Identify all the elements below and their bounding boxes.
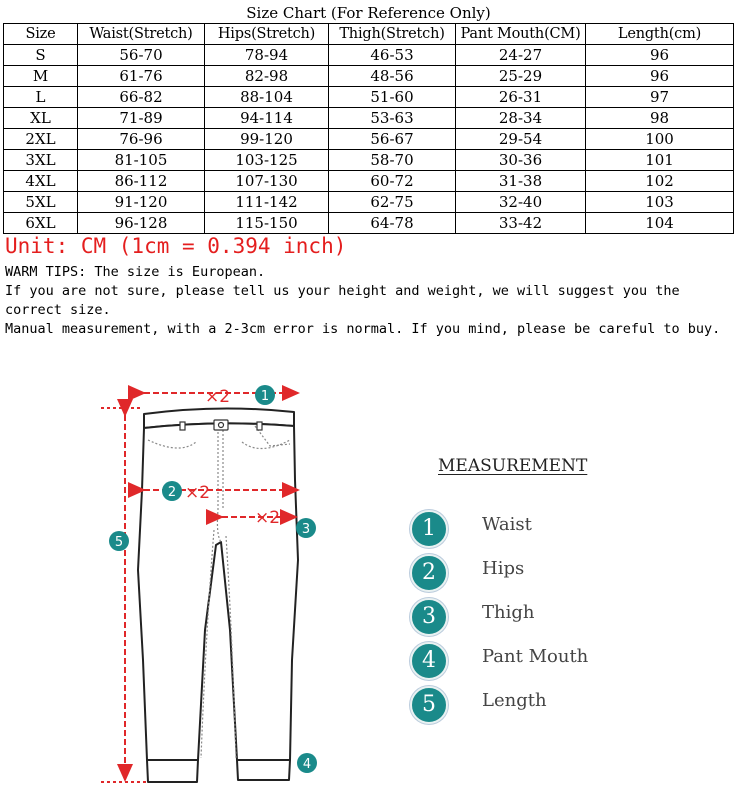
legend-item-pant-mouth [410, 642, 640, 682]
table-cell: L [4, 87, 78, 108]
table-cell: 97 [586, 87, 734, 108]
table-cell: 29-54 [456, 129, 586, 150]
table-cell: 30-36 [456, 150, 586, 171]
table-cell: 6XL [4, 213, 78, 234]
table-cell: 91-120 [78, 192, 205, 213]
table-cell: 48-56 [329, 66, 456, 87]
header-size: Size [4, 24, 78, 45]
table-cell: 94-114 [205, 108, 329, 129]
table-cell: 31-38 [456, 171, 586, 192]
legend-label: Waist [482, 514, 532, 535]
legend-item-hips [410, 554, 640, 594]
table-cell: 96-128 [78, 213, 205, 234]
marker-5: 5 [114, 535, 124, 550]
header-waist: Waist(Stretch) [78, 24, 205, 45]
table-cell: 61-76 [78, 66, 205, 87]
table-cell: 58-70 [329, 150, 456, 171]
table-cell: 46-53 [329, 45, 456, 66]
legend-item-length [410, 686, 640, 726]
tip-line: If you are not sure, please tell us your height and weight, we will suggest you the correct size. [5, 283, 680, 318]
table-cell: 60-72 [329, 171, 456, 192]
multiplier-label: ×2 [255, 508, 281, 528]
table-cell: 32-40 [456, 192, 586, 213]
table-cell: 71-89 [78, 108, 205, 129]
table-cell: 103 [586, 192, 734, 213]
table-cell: M [4, 66, 78, 87]
table-cell: 66-82 [78, 87, 205, 108]
unit-note: Unit: CM (1cm = 0.394 inch) [5, 234, 347, 258]
table-cell: 96 [586, 66, 734, 87]
table-cell: 5XL [4, 192, 78, 213]
warm-tips [5, 263, 731, 339]
table-cell: 4XL [4, 171, 78, 192]
table-caption: Size Chart (For Reference Only) [246, 4, 491, 22]
table-cell: 76-96 [78, 129, 205, 150]
legend-item-waist [410, 510, 640, 550]
table-cell: 53-63 [329, 108, 456, 129]
table-cell: 100 [586, 129, 734, 150]
header-pant-mouth: Pant Mouth(CM) [456, 24, 586, 45]
table-cell: XL [4, 108, 78, 129]
table-row [4, 129, 734, 150]
table-cell: 56-67 [329, 129, 456, 150]
table-cell: 104 [586, 213, 734, 234]
tip-line: WARM TIPS: The size is European. [5, 264, 266, 280]
marker-2: 2 [167, 485, 177, 500]
table-cell: 96 [586, 45, 734, 66]
table-cell: 26-31 [456, 87, 586, 108]
table-cell: 111-142 [205, 192, 329, 213]
table-cell: 33-42 [456, 213, 586, 234]
pants-diagram [0, 360, 400, 794]
marker-4: 4 [302, 757, 312, 772]
table-cell: S [4, 45, 78, 66]
table-row [4, 108, 734, 129]
table-row [4, 192, 734, 213]
table-cell: 24-27 [456, 45, 586, 66]
table-cell: 88-104 [205, 87, 329, 108]
number-badge-icon: 4 [410, 642, 448, 680]
number-badge-icon: 5 [410, 686, 448, 724]
table-cell: 28-34 [456, 108, 586, 129]
table-cell: 101 [586, 150, 734, 171]
table-cell: 64-78 [329, 213, 456, 234]
number-badge-icon: 3 [410, 598, 448, 636]
header-hips: Hips(Stretch) [205, 24, 329, 45]
table-cell: 81-105 [78, 150, 205, 171]
table-row [4, 213, 734, 234]
table-cell: 98 [586, 108, 734, 129]
table-cell: 51-60 [329, 87, 456, 108]
size-chart-table [3, 3, 734, 234]
table-cell: 86-112 [78, 171, 205, 192]
table-cell: 102 [586, 171, 734, 192]
number-badge-icon: 1 [410, 510, 448, 548]
marker-1: 1 [260, 389, 270, 404]
table-cell: 56-70 [78, 45, 205, 66]
table-row [4, 150, 734, 171]
table-cell: 3XL [4, 150, 78, 171]
table-cell: 62-75 [329, 192, 456, 213]
legend-label: Length [482, 690, 547, 711]
marker-3: 3 [301, 522, 311, 537]
table-cell: 115-150 [205, 213, 329, 234]
table-cell: 2XL [4, 129, 78, 150]
table-header-row [4, 24, 734, 45]
table-row [4, 171, 734, 192]
table-row [4, 45, 734, 66]
tip-line: Manual measurement, with a 2-3cm error is normal. If you mind, please be careful to buy. [5, 321, 721, 337]
table-cell: 25-29 [456, 66, 586, 87]
table-cell: 107-130 [205, 171, 329, 192]
legend-title: MEASUREMENT [438, 456, 588, 476]
legend-label: Thigh [482, 602, 535, 623]
table-row [4, 66, 734, 87]
multiplier-label: ×2 [205, 387, 231, 407]
header-length: Length(cm) [586, 24, 734, 45]
legend-label: Pant Mouth [482, 646, 589, 667]
header-thigh: Thigh(Stretch) [329, 24, 456, 45]
table-cell: 99-120 [205, 129, 329, 150]
table-row [4, 87, 734, 108]
multiplier-label: ×2 [185, 483, 211, 503]
table-cell: 78-94 [205, 45, 329, 66]
legend-label: Hips [482, 558, 525, 579]
number-badge-icon: 2 [410, 554, 448, 592]
table-cell: 82-98 [205, 66, 329, 87]
table-cell: 103-125 [205, 150, 329, 171]
legend-item-thigh [410, 598, 640, 638]
